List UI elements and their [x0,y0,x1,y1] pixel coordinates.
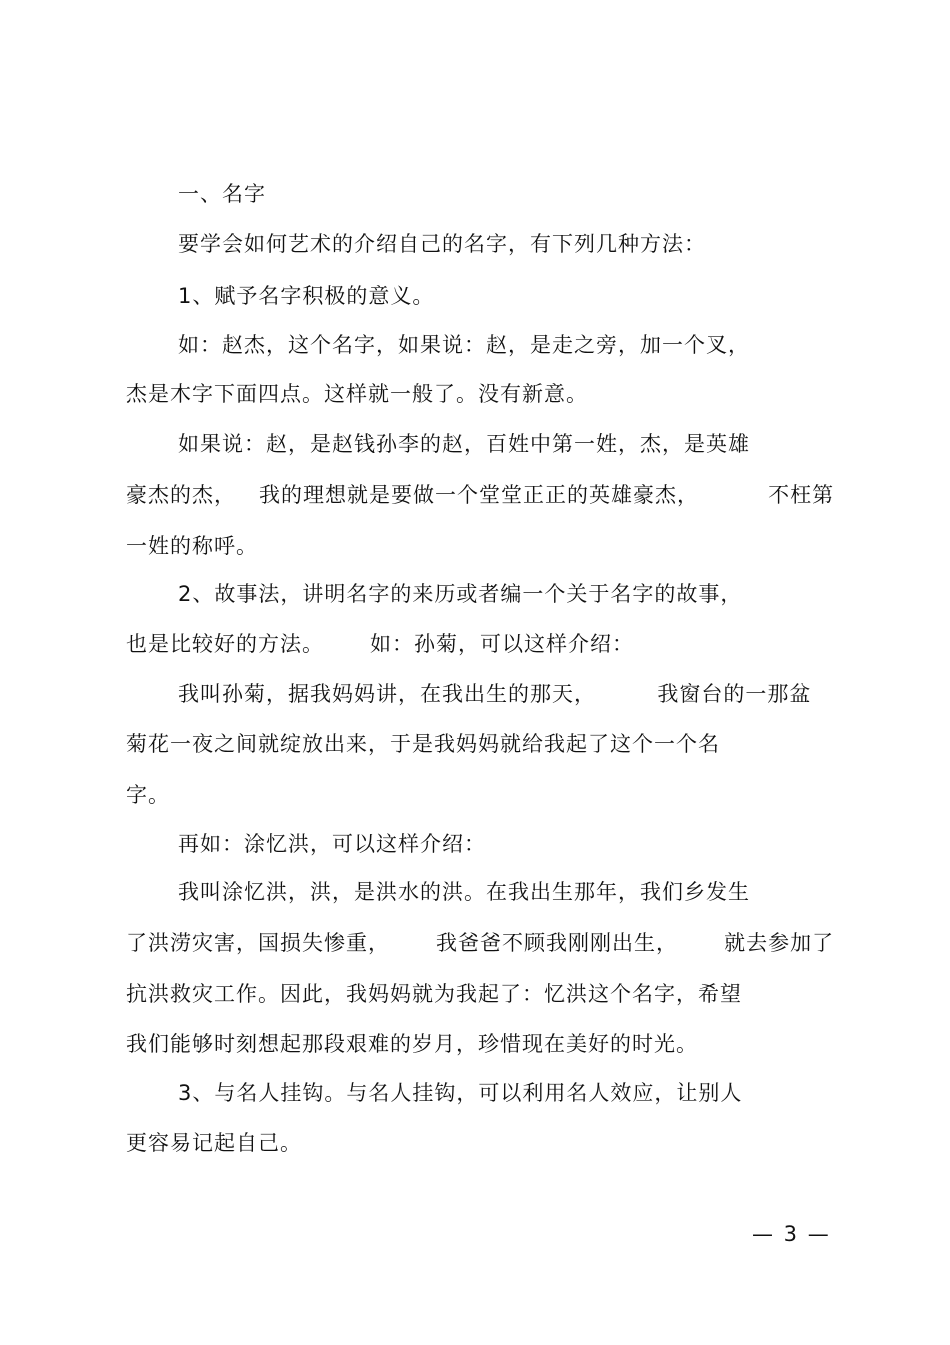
paragraph-line: 更容易记起自己。 [126,1131,302,1155]
paragraph-line: 如：赵杰，这个名字，如果说：赵，是走之旁，加一个叉， [178,333,750,357]
paragraph-line: 2、故事法，讲明名字的来历或者编一个关于名字的故事， [178,582,743,606]
paragraph-line: 抗洪救灾工作。因此，我妈妈就为我起了：忆洪这个名字，希望 [126,982,742,1006]
paragraph-line: 我叫孙菊，据我妈妈讲，在我出生的那天， 我窗台的一那盆 [178,682,812,706]
paragraph-line: 了洪涝灾害，国损失惨重， 我爸爸不顾我刚刚出生， 就去参加了 [126,931,835,955]
section-heading: 一、名字 [178,182,266,206]
paragraph-line: 也是比较好的方法。 如：孙菊，可以这样介绍： [126,632,635,656]
paragraph-line: 我叫涂忆洪，洪，是洪水的洪。在我出生那年，我们乡发生 [178,880,750,904]
paragraph-line: 要学会如何艺术的介绍自己的名字，有下列几种方法： [178,232,706,256]
paragraph-line: 再如：涂忆洪，可以这样介绍： [178,832,486,856]
paragraph-line: 如果说：赵，是赵钱孙李的赵，百姓中第一姓，杰，是英雄 [178,432,750,456]
paragraph-line: 菊花一夜之间就绽放出来，于是我妈妈就给我起了这个一个名 [126,732,720,756]
paragraph-line: 一姓的称呼。 [126,534,258,558]
paragraph-line: 我们能够时刻想起那段艰难的岁月，珍惜现在美好的时光。 [126,1032,698,1056]
paragraph-line: 杰是木字下面四点。这样就一般了。没有新意。 [126,382,588,406]
paragraph-line: 3、与名人挂钩。与名人挂钩，可以利用名人效应，让别人 [178,1081,743,1105]
page-number: — 3 — [752,1222,831,1246]
paragraph-line: 字。 [126,783,170,807]
paragraph-line: 豪杰的杰， 我的理想就是要做一个堂堂正正的英雄豪杰， 不枉第 [126,483,835,507]
paragraph-line: 1、赋予名字积极的意义。 [178,284,435,308]
